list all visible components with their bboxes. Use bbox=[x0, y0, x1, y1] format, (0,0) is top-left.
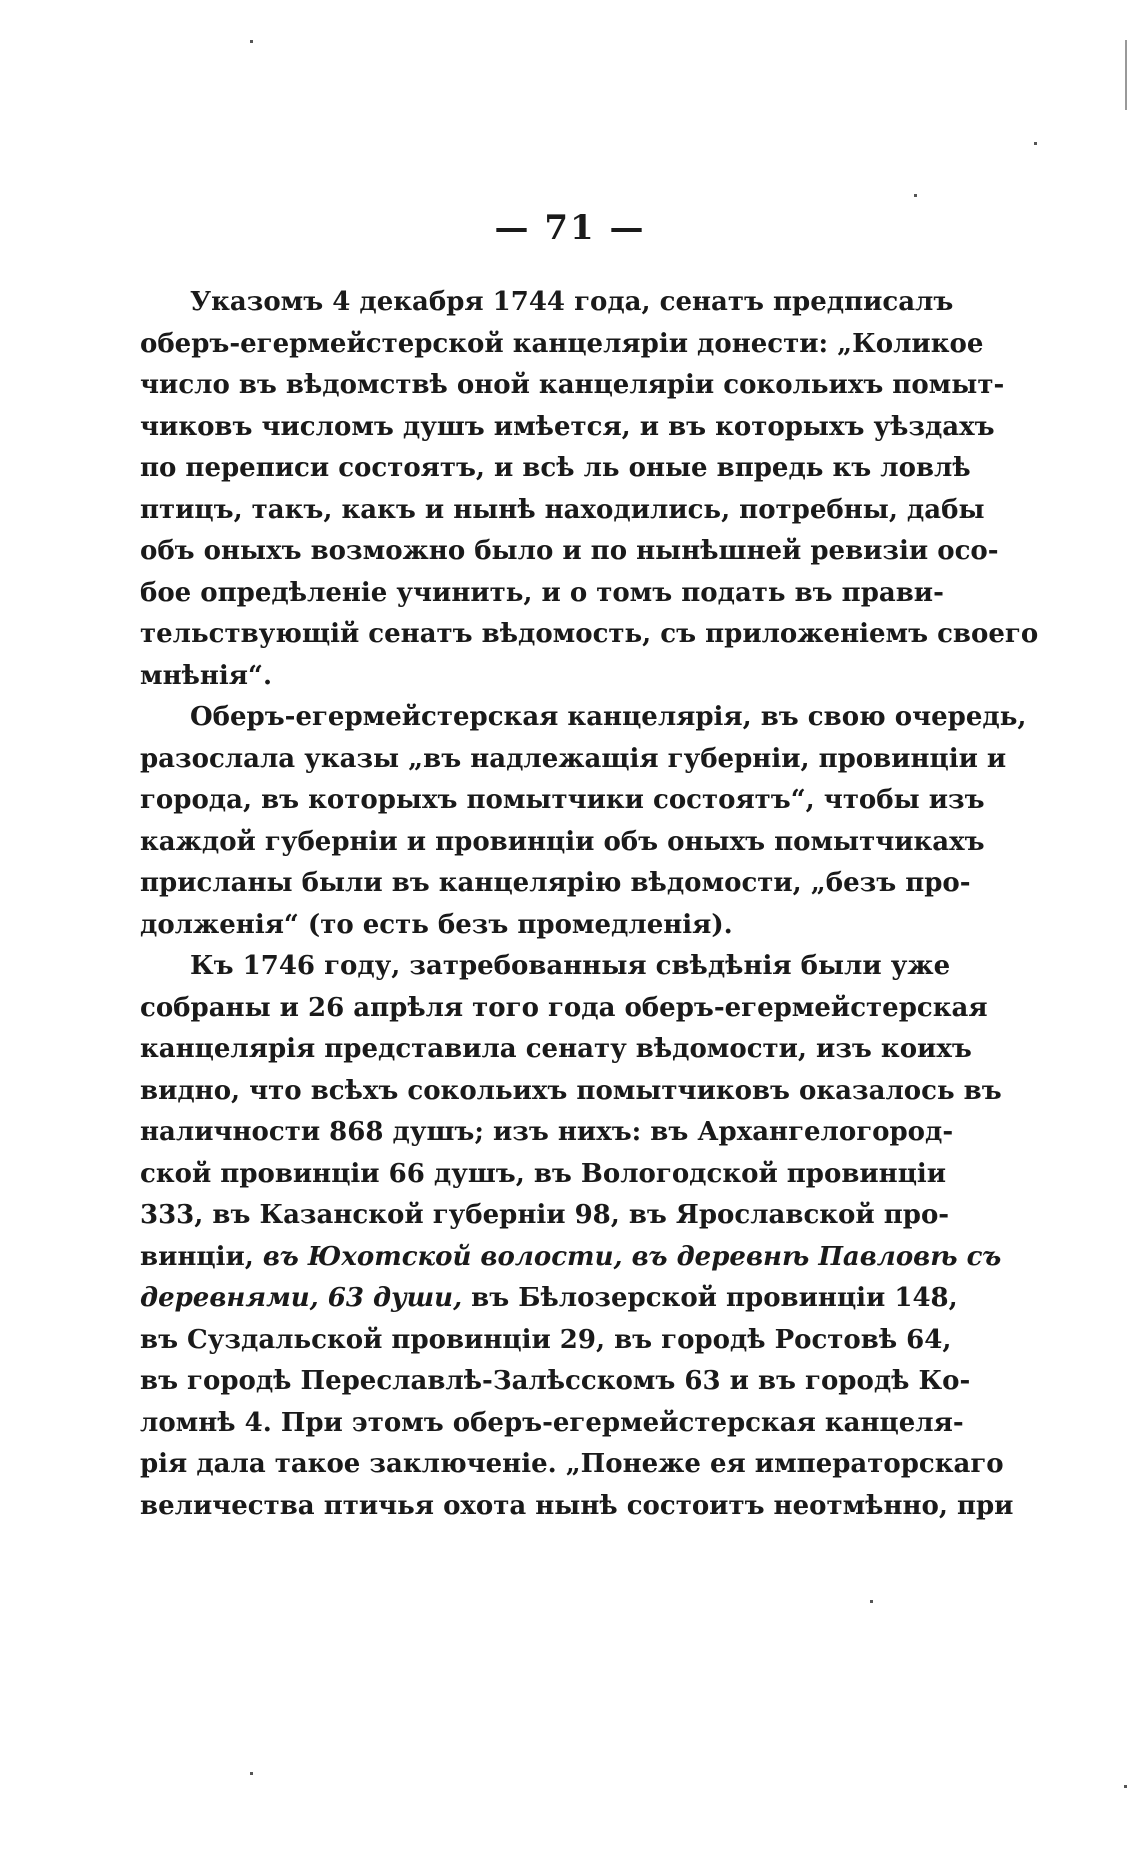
text-line: оберъ-егермейстерской канцеляріи донести: „Коликое bbox=[140, 328, 984, 359]
text-line-mixed bbox=[140, 1237, 1002, 1279]
text-line: чиковъ числомъ душъ имѣется, и въ которыхъ уѣздахъ bbox=[140, 411, 995, 442]
text-line: Указомъ 4 декабря 1744 года, сенатъ предписалъ bbox=[190, 287, 954, 317]
text-line: ломнѣ 4. При этомъ оберъ-егермейстерская канцеля- bbox=[140, 1407, 964, 1438]
text-line: собраны и 26 апрѣля того года оберъ-егермейстерская bbox=[140, 992, 988, 1023]
text-line: бое опредѣленіе учинить, и о томъ подать въ прави- bbox=[140, 577, 944, 608]
text-line: Оберъ-егермейстерская канцелярія, въ свою очередь, bbox=[190, 702, 1027, 732]
text-line: рія дала такое заключеніе. „Понеже ея императорскаго bbox=[140, 1449, 1004, 1479]
text-line: мнѣнія“. bbox=[140, 660, 273, 691]
text-line: видно, что всѣхъ сокольихъ помытчиковъ оказалось въ bbox=[140, 1075, 1002, 1106]
text-line: объ оныхъ возможно было и по нынѣшней ревизіи осо- bbox=[140, 536, 999, 566]
scan-speck bbox=[250, 40, 253, 43]
italic-run: въ Юхотской волости, въ деревнѣ Павловѣ съ bbox=[262, 1241, 1002, 1272]
text-line: канцелярія представила сенату вѣдомости, изъ коихъ bbox=[140, 1034, 972, 1064]
text-line: по переписи состоятъ, и всѣ ль оные впредь къ ловлѣ bbox=[140, 453, 971, 483]
text-line-mixed bbox=[140, 1278, 958, 1320]
page-number: — 71 — bbox=[494, 208, 646, 248]
text-line: наличности 868 душъ; изъ нихъ: въ Архангелогород- bbox=[140, 1117, 954, 1147]
italic-run: деревнями, 63 души, bbox=[140, 1283, 463, 1313]
text-line: разослала указы „въ надлежащія губерніи, провинціи и bbox=[140, 743, 1007, 774]
text-line: Къ 1746 году, затребованныя свѣдѣнія были уже bbox=[190, 951, 951, 981]
scan-speck bbox=[870, 1600, 873, 1603]
text-line: величества птичья охота нынѣ состоитъ неотмѣнно, при bbox=[140, 1490, 1014, 1521]
scan-speck bbox=[250, 1772, 253, 1775]
scan-speck bbox=[1034, 142, 1037, 145]
text-run: въ Бѣлозерской провинціи 148, bbox=[462, 1283, 958, 1313]
text-line: долженія“ (то есть безъ промедленія). bbox=[140, 909, 733, 940]
scan-speck bbox=[914, 194, 917, 197]
body-text bbox=[140, 282, 1039, 1527]
text-run: винціи, bbox=[140, 1241, 263, 1272]
text-line: каждой губерніи и провинціи объ оныхъ помытчикахъ bbox=[140, 826, 985, 857]
text-line: птицъ, такъ, какъ и нынѣ находились, потребны, дабы bbox=[140, 494, 985, 525]
text-line: города, въ которыхъ помытчики состоятъ“, чтобы изъ bbox=[140, 785, 985, 815]
text-line: въ Суздальской провинціи 29, въ городѣ Ростовѣ 64, bbox=[140, 1324, 952, 1355]
scan-speck bbox=[1125, 40, 1127, 110]
scan-speck bbox=[1124, 1785, 1127, 1788]
text-line: ской провинціи 66 душъ, въ Вологодской провинціи bbox=[140, 1158, 947, 1189]
text-line: въ городѣ Переславлѣ-Залѣсскомъ 63 и въ городѣ Ко- bbox=[140, 1366, 971, 1396]
text-line: присланы были въ канцелярію вѣдомости, „безъ про- bbox=[140, 868, 971, 898]
text-line: число въ вѣдомствѣ оной канцеляріи сокольихъ помыт- bbox=[140, 370, 1005, 400]
text-line: тельствующій сенатъ вѣдомость, съ приложеніемъ своего bbox=[140, 619, 1039, 649]
text-line: 333, въ Казанской губерніи 98, въ Ярославской про- bbox=[140, 1200, 950, 1230]
